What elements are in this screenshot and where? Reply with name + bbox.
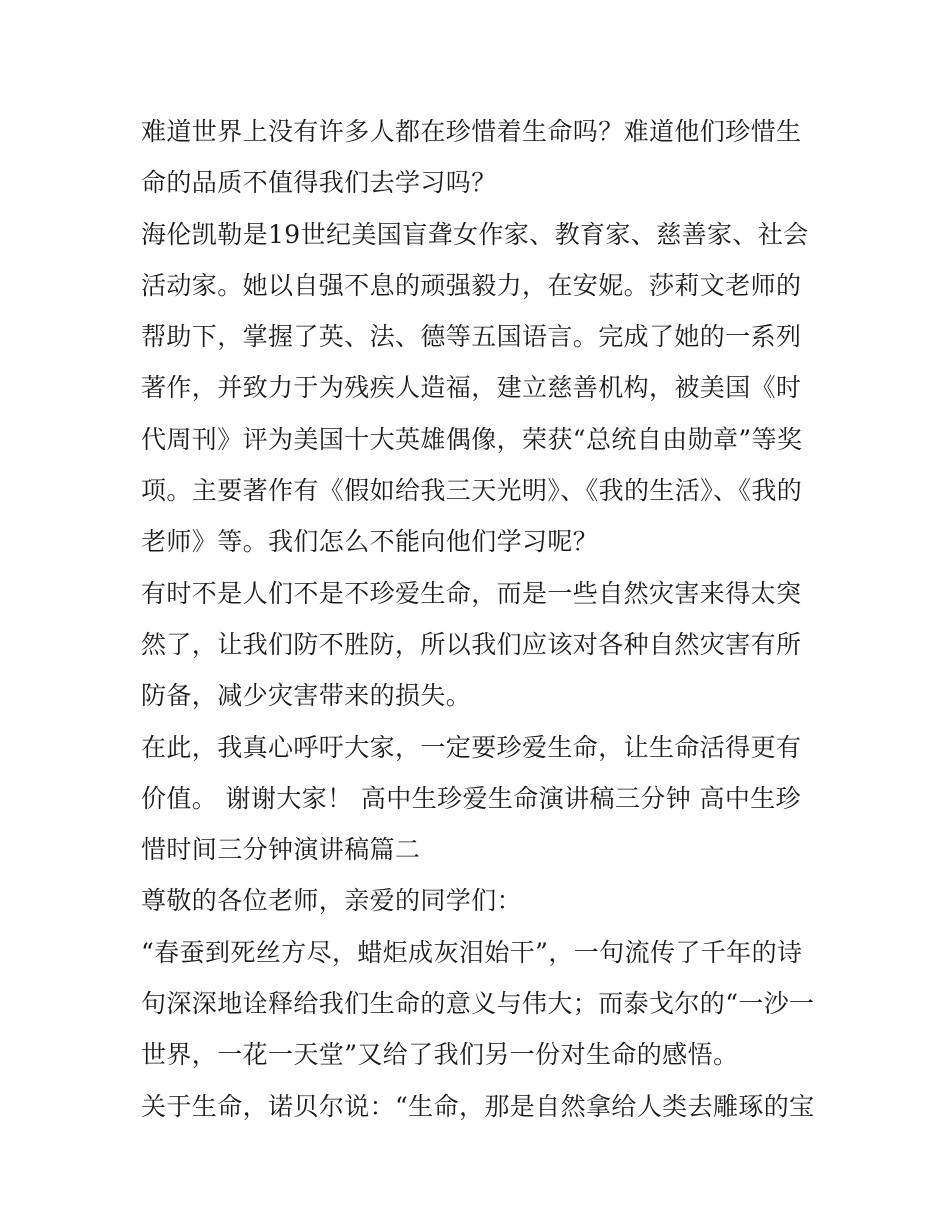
paragraph-5: 尊敬的各位老师，亲爱的同学们：: [141, 886, 523, 916]
paragraph-3: 有时不是人们不是不珍爱生命，而是一些自然灾害来得太突然了，让我们防不胜防，所以我们应该对各种自然灾害有所防备，减少灾害带来的损失。: [141, 578, 802, 711]
paragraph-6: “春蚕到死丝方尽，蜡炬成灰泪始干”，一句流传了千年的诗句深深地诠释给我们生命的意义与伟大；而泰戈尔的“一沙一世界，一花一天堂”又给了我们另一份对生命的感悟。: [141, 937, 815, 1070]
paragraph-1: 难道世界上没有许多人都在珍惜着生命吗？难道他们珍惜生命的品质不值得我们去学习吗？: [141, 117, 802, 198]
paragraph-4: 在此，我真心呼吁大家，一定要珍爱生命，让生命活得更有价值。 谢谢大家！ 高中生珍爱生命演讲稿三分钟 高中生珍惜时间三分钟演讲稿篇二: [141, 732, 802, 865]
paragraph-2: 海伦凯勒是19世纪美国盲聋女作家、教育家、慈善家、社会活动家。她以自强不息的顽强毅力，在安妮。莎莉文老师的帮助下，掌握了英、法、德等五国语言。完成了她的一系列著作，并致力于为残疾人造福，建立慈善机构，被美国《时代周刊》评为美国十大英雄偶像，荣获“总统自由勋章”等奖项。主要著作有《假如给我三天光明》、《我的生活》、《我的老师》等。我们怎么不能向他们学习呢？: [141, 219, 809, 557]
document-body: [141, 106, 821, 1132]
paragraph-7: 关于生命，诺贝尔说：“生命，那是自然拿给人类去雕琢的宝: [141, 1091, 815, 1121]
